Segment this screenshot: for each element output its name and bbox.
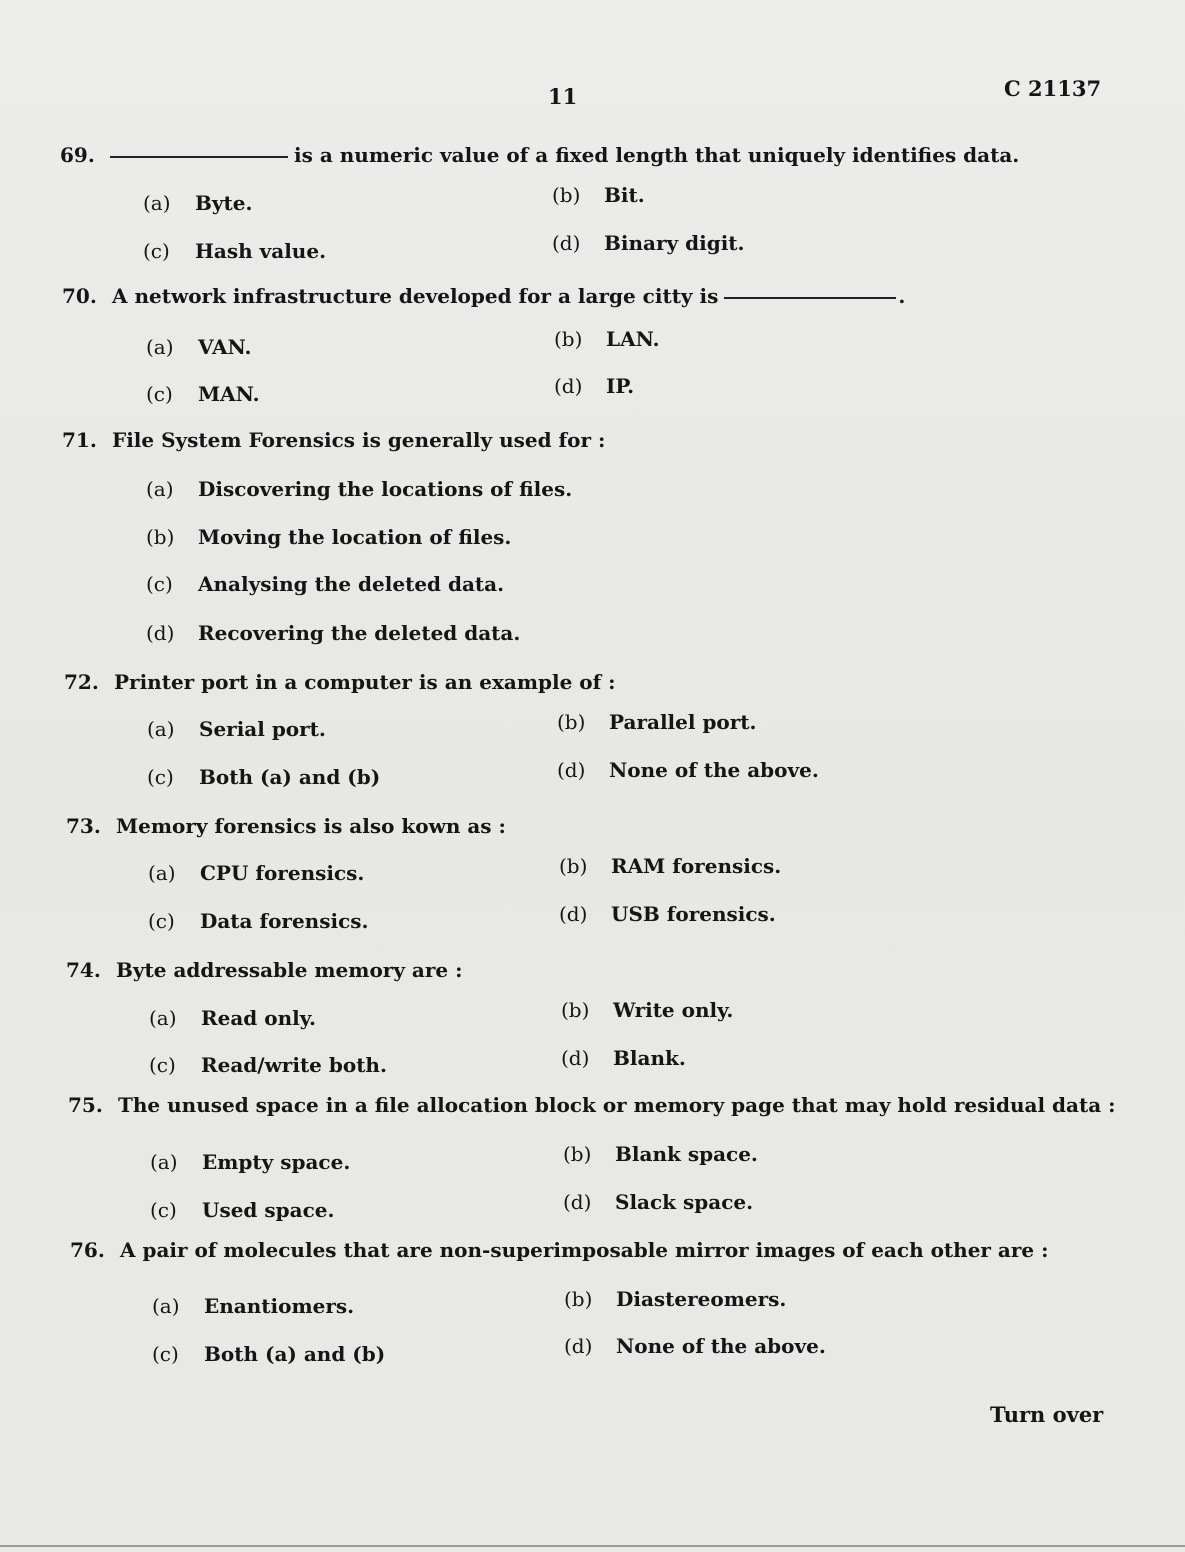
option-74-a[interactable] [149,1006,316,1030]
option-71-c[interactable] [146,572,504,596]
option-label: (d) [554,374,583,398]
option-label: (c) [143,239,170,263]
option-label: (d) [552,231,581,255]
question-number: 69. [60,143,95,167]
question-75 [68,1093,1116,1117]
question-73 [66,814,506,838]
option-73-a[interactable] [148,861,364,885]
question-text: Byte addressable memory are : [116,958,463,982]
option-73-b[interactable] [559,854,781,878]
question-number: 71. [62,428,97,452]
option-74-b[interactable] [561,998,733,1022]
option-label: (a) [150,1150,178,1174]
question-74 [66,958,462,982]
option-73-d[interactable] [559,902,776,926]
option-label: (a) [146,477,174,501]
answer-blank [724,297,896,299]
option-70-c[interactable] [146,382,260,406]
question-number: 73. [66,814,101,838]
option-75-a[interactable] [150,1150,350,1174]
option-73-c[interactable] [148,909,368,933]
option-label: (a) [149,1006,177,1030]
option-label: (a) [147,717,175,741]
option-label: (c) [150,1198,177,1222]
option-74-d[interactable] [561,1046,686,1070]
page-edge [0,1545,1185,1547]
option-72-d[interactable] [557,758,819,782]
option-75-d[interactable] [563,1190,753,1214]
option-75-b[interactable] [563,1142,758,1166]
question-text: File System Forensics is generally used for : [112,428,606,452]
option-label: (b) [554,327,583,351]
option-label: (a) [148,861,176,885]
option-76-b[interactable] [564,1287,786,1311]
question-text: A network infrastructure developed for a large citty is [112,284,719,308]
question-number: 76. [70,1238,105,1262]
option-76-a[interactable] [152,1294,354,1318]
option-text: MAN. [198,382,260,406]
answer-blank [110,156,288,158]
option-text: CPU forensics. [200,861,365,885]
option-label: (b) [557,710,586,734]
option-text: Discovering the locations of files. [198,477,573,501]
option-label: (b) [564,1287,593,1311]
option-70-a[interactable] [146,335,251,359]
option-text: Enantiomers. [204,1294,355,1318]
option-text: IP. [606,374,635,398]
question-text: Memory forensics is also kown as : [116,814,506,838]
option-69-b[interactable] [552,183,645,207]
option-72-a[interactable] [147,717,326,741]
option-label: (c) [146,572,173,596]
option-text: Parallel port. [609,710,757,734]
option-label: (b) [561,998,590,1022]
option-label: (d) [561,1046,590,1070]
option-text: VAN. [198,335,252,359]
question-70 [62,284,905,308]
question-number: 75. [68,1093,103,1117]
option-text: Both (a) and (b) [204,1342,386,1366]
option-label: (a) [146,335,174,359]
option-text: Slack space. [615,1190,754,1214]
option-label: (c) [147,765,174,789]
option-label: (c) [146,382,173,406]
question-69 [60,143,1019,167]
question-text: Printer port in a computer is an example of : [114,670,616,694]
option-text: LAN. [606,327,660,351]
option-label: (b) [552,183,581,207]
option-label: (a) [143,191,171,215]
option-text: Blank space. [615,1142,758,1166]
option-text: Bit. [604,183,645,207]
option-label: (d) [559,902,588,926]
option-75-c[interactable] [150,1198,334,1222]
question-number: 70. [62,284,97,308]
option-text: Data forensics. [200,909,369,933]
option-69-c[interactable] [143,239,326,263]
option-text: Read/write both. [201,1053,387,1077]
paper-code: C 21137 [1004,76,1102,101]
question-number: 72. [64,670,99,694]
option-71-b[interactable] [146,525,511,549]
option-text: Empty space. [202,1150,351,1174]
option-76-d[interactable] [564,1334,826,1358]
option-label: (d) [557,758,586,782]
question-text: is a numeric value of a fixed length that uniquely identifies data. [294,143,1020,167]
option-72-c[interactable] [147,765,380,789]
option-72-b[interactable] [557,710,757,734]
option-label: (c) [152,1342,179,1366]
option-text: Write only. [613,998,734,1022]
question-text: The unused space in a file allocation block or memory page that may hold residual data : [118,1093,1116,1117]
option-label: (c) [149,1053,176,1077]
option-label: (b) [146,525,175,549]
option-text: RAM forensics. [611,854,782,878]
option-70-b[interactable] [554,327,660,351]
question-suffix: . [898,284,906,308]
option-text: None of the above. [616,1334,826,1358]
option-text: Blank. [613,1046,686,1070]
option-74-c[interactable] [149,1053,387,1077]
option-text: USB forensics. [611,902,776,926]
option-text: Hash value. [195,239,327,263]
option-text: Serial port. [199,717,326,741]
option-69-a[interactable] [143,191,252,215]
option-text: None of the above. [609,758,819,782]
option-text: Byte. [195,191,253,215]
option-label: (b) [559,854,588,878]
option-text: Used space. [202,1198,335,1222]
question-72 [64,670,616,694]
option-label: (d) [146,621,175,645]
question-number: 74. [66,958,101,982]
option-text: Read only. [201,1006,317,1030]
option-76-c[interactable] [152,1342,385,1366]
option-text: Moving the location of files. [198,525,512,549]
question-76 [70,1238,1049,1262]
option-label: (a) [152,1294,180,1318]
option-text: Binary digit. [604,231,745,255]
option-text: Analysing the deleted data. [198,572,505,596]
option-label: (c) [148,909,175,933]
option-71-a[interactable] [146,477,572,501]
turn-over-label: Turn over [990,1402,1104,1427]
option-text: Both (a) and (b) [199,765,381,789]
option-70-d[interactable] [554,374,634,398]
page-number: 11 [548,84,578,109]
option-69-d[interactable] [552,231,745,255]
option-71-d[interactable] [146,621,520,645]
option-label: (d) [564,1334,593,1358]
question-71 [62,428,605,452]
question-text: A pair of molecules that are non-superimposable mirror images of each other are : [120,1238,1049,1262]
option-text: Recovering the deleted data. [198,621,521,645]
option-label: (d) [563,1190,592,1214]
option-label: (b) [563,1142,592,1166]
option-text: Diastereomers. [616,1287,787,1311]
